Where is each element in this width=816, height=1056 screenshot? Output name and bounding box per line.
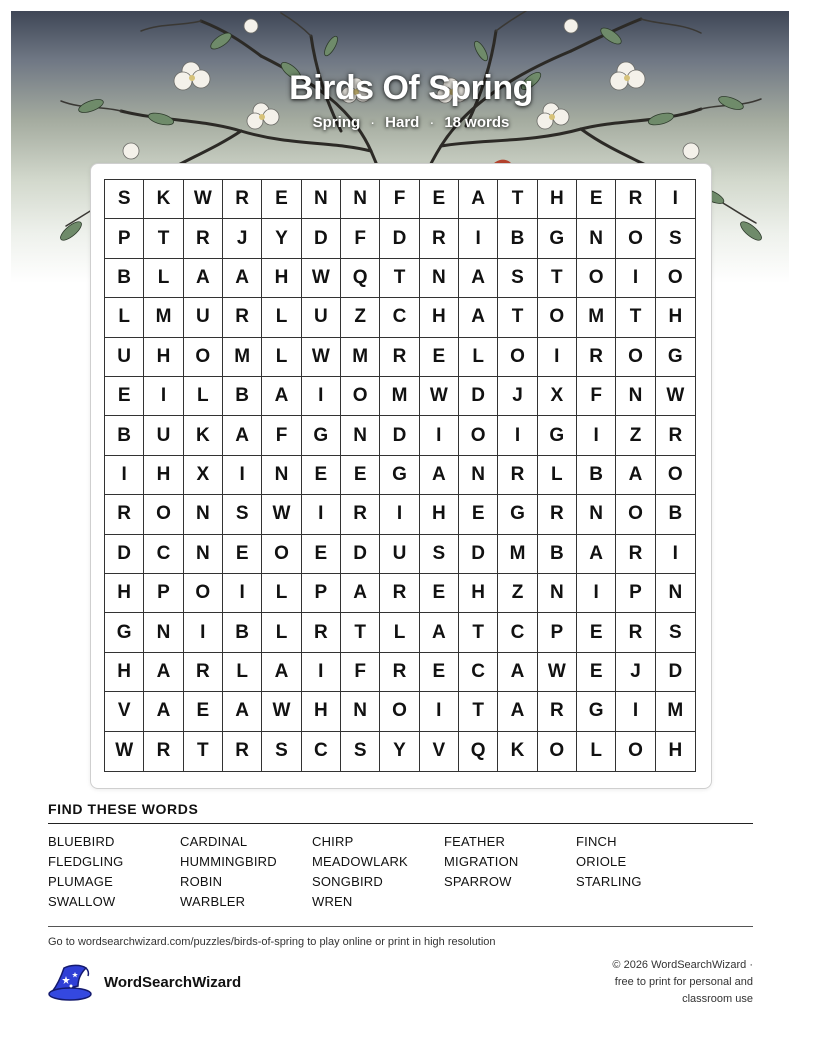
grid-cell[interactable]: T bbox=[459, 613, 498, 652]
grid-cell[interactable]: C bbox=[302, 732, 341, 771]
grid-cell[interactable]: N bbox=[262, 456, 301, 495]
grid-cell[interactable]: E bbox=[223, 535, 262, 574]
grid-cell[interactable]: D bbox=[105, 535, 144, 574]
grid-cell[interactable]: S bbox=[341, 732, 380, 771]
grid-cell[interactable]: O bbox=[616, 338, 655, 377]
grid-cell[interactable]: B bbox=[498, 219, 537, 258]
grid-cell[interactable]: L bbox=[262, 298, 301, 337]
grid-cell[interactable]: O bbox=[656, 456, 695, 495]
grid-cell[interactable]: A bbox=[459, 298, 498, 337]
grid-cell[interactable]: O bbox=[538, 298, 577, 337]
grid-cell[interactable]: U bbox=[105, 338, 144, 377]
grid-cell[interactable]: T bbox=[498, 298, 537, 337]
grid-cell[interactable]: O bbox=[459, 416, 498, 455]
copyright-notice bbox=[563, 957, 753, 1008]
word-list-item: MIGRATION bbox=[444, 854, 519, 869]
divider bbox=[48, 823, 753, 824]
grid-cell[interactable]: A bbox=[223, 416, 262, 455]
word-list-item: BLUEBIRD bbox=[48, 834, 115, 849]
grid-cell[interactable]: J bbox=[616, 653, 655, 692]
grid-cell[interactable]: W bbox=[184, 180, 223, 219]
grid-cell[interactable]: I bbox=[105, 456, 144, 495]
grid-cell[interactable]: R bbox=[577, 338, 616, 377]
grid-cell[interactable]: O bbox=[616, 495, 655, 534]
grid-cell[interactable]: A bbox=[262, 377, 301, 416]
grid-cell[interactable]: W bbox=[262, 692, 301, 731]
grid-cell[interactable]: D bbox=[341, 535, 380, 574]
grid-cell[interactable]: N bbox=[420, 259, 459, 298]
grid-cell[interactable]: H bbox=[656, 298, 695, 337]
grid-cell[interactable]: O bbox=[498, 338, 537, 377]
grid-cell[interactable]: O bbox=[656, 259, 695, 298]
brand bbox=[48, 962, 308, 1006]
grid-cell[interactable]: L bbox=[380, 613, 419, 652]
grid-cell[interactable]: N bbox=[577, 219, 616, 258]
grid-cell[interactable]: T bbox=[184, 732, 223, 771]
grid-cell[interactable]: R bbox=[184, 219, 223, 258]
word-list-item: WARBLER bbox=[180, 894, 246, 909]
grid-cell[interactable]: N bbox=[616, 377, 655, 416]
grid-cell[interactable]: N bbox=[538, 574, 577, 613]
grid-cell[interactable]: D bbox=[656, 653, 695, 692]
grid-cell[interactable]: Q bbox=[459, 732, 498, 771]
grid-cell[interactable]: E bbox=[420, 574, 459, 613]
word-list-item: PLUMAGE bbox=[48, 874, 113, 889]
grid-cell[interactable]: S bbox=[498, 259, 537, 298]
grid-cell[interactable]: A bbox=[184, 259, 223, 298]
grid-cell[interactable]: I bbox=[223, 574, 262, 613]
grid-cell[interactable]: L bbox=[262, 613, 301, 652]
grid-cell[interactable]: S bbox=[656, 613, 695, 652]
grid-cell[interactable]: H bbox=[420, 495, 459, 534]
grid-cell[interactable]: A bbox=[459, 259, 498, 298]
grid-cell[interactable]: L bbox=[105, 298, 144, 337]
word-list-item: SPARROW bbox=[444, 874, 512, 889]
grid-cell[interactable]: R bbox=[656, 416, 695, 455]
grid-cell[interactable]: K bbox=[184, 416, 223, 455]
grid-cell[interactable]: E bbox=[262, 180, 301, 219]
grid-cell[interactable]: L bbox=[262, 574, 301, 613]
grid-cell[interactable]: N bbox=[302, 180, 341, 219]
grid-cell[interactable]: A bbox=[498, 653, 537, 692]
word-list-item: FINCH bbox=[576, 834, 617, 849]
grid-cell[interactable]: B bbox=[105, 259, 144, 298]
wizard-hat-icon bbox=[48, 962, 94, 1002]
grid-cell[interactable]: T bbox=[459, 692, 498, 731]
grid-cell[interactable]: A bbox=[616, 456, 655, 495]
grid-cell[interactable]: R bbox=[223, 298, 262, 337]
grid-cell[interactable]: N bbox=[656, 574, 695, 613]
grid-cell[interactable]: G bbox=[498, 495, 537, 534]
grid-cell[interactable]: I bbox=[380, 495, 419, 534]
grid-cell[interactable]: D bbox=[302, 219, 341, 258]
word-list-heading: FIND THESE WORDS bbox=[48, 801, 199, 817]
grid-cell[interactable]: S bbox=[105, 180, 144, 219]
grid-cell[interactable]: I bbox=[577, 416, 616, 455]
grid-cell[interactable]: R bbox=[380, 653, 419, 692]
grid-cell[interactable]: F bbox=[577, 377, 616, 416]
grid-cell[interactable]: B bbox=[538, 535, 577, 574]
grid-cell[interactable]: E bbox=[420, 338, 459, 377]
grid-cell[interactable]: J bbox=[498, 377, 537, 416]
grid-cell[interactable]: I bbox=[420, 416, 459, 455]
grid-cell[interactable]: H bbox=[302, 692, 341, 731]
grid-cell[interactable]: B bbox=[105, 416, 144, 455]
grid-cell[interactable]: M bbox=[656, 692, 695, 731]
grid-cell[interactable]: O bbox=[616, 732, 655, 771]
grid-cell[interactable]: C bbox=[380, 298, 419, 337]
grid-cell[interactable]: R bbox=[616, 613, 655, 652]
grid-cell[interactable]: R bbox=[105, 495, 144, 534]
grid-cell[interactable]: N bbox=[184, 495, 223, 534]
grid-cell[interactable]: M bbox=[380, 377, 419, 416]
copyright-line: classroom use bbox=[682, 993, 753, 1005]
grid-cell[interactable]: W bbox=[302, 338, 341, 377]
word-count-label: 18 words bbox=[444, 114, 510, 131]
grid-cell[interactable]: E bbox=[577, 613, 616, 652]
grid-cell[interactable]: B bbox=[223, 377, 262, 416]
grid-cell[interactable]: E bbox=[341, 456, 380, 495]
grid-cell[interactable]: J bbox=[223, 219, 262, 258]
grid-cell[interactable]: I bbox=[616, 692, 655, 731]
grid-cell[interactable]: Z bbox=[341, 298, 380, 337]
grid-cell[interactable]: I bbox=[144, 377, 183, 416]
grid-cell[interactable]: M bbox=[498, 535, 537, 574]
grid-cell[interactable]: G bbox=[577, 692, 616, 731]
grid-cell[interactable]: T bbox=[380, 259, 419, 298]
grid-cell[interactable]: R bbox=[538, 495, 577, 534]
grid-cell[interactable]: T bbox=[144, 219, 183, 258]
grid-cell[interactable]: U bbox=[302, 298, 341, 337]
grid-cell[interactable]: I bbox=[302, 495, 341, 534]
grid-cell[interactable]: M bbox=[223, 338, 262, 377]
grid-cell[interactable]: L bbox=[223, 653, 262, 692]
grid-cell[interactable]: I bbox=[223, 456, 262, 495]
grid-cell[interactable]: I bbox=[302, 377, 341, 416]
grid-cell[interactable]: A bbox=[459, 180, 498, 219]
grid-cell[interactable]: O bbox=[144, 495, 183, 534]
grid-cell[interactable]: I bbox=[577, 574, 616, 613]
grid-cell[interactable]: O bbox=[184, 338, 223, 377]
grid-cell[interactable]: U bbox=[184, 298, 223, 337]
grid-cell[interactable]: A bbox=[420, 456, 459, 495]
grid-cell[interactable]: I bbox=[616, 259, 655, 298]
grid-cell[interactable]: A bbox=[223, 259, 262, 298]
word-list-item: SONGBIRD bbox=[312, 874, 383, 889]
grid-cell[interactable]: U bbox=[144, 416, 183, 455]
grid-cell[interactable]: R bbox=[341, 495, 380, 534]
grid-cell[interactable]: B bbox=[656, 495, 695, 534]
grid-cell[interactable]: T bbox=[341, 613, 380, 652]
grid-cell[interactable]: P bbox=[538, 613, 577, 652]
grid-cell[interactable]: E bbox=[184, 692, 223, 731]
grid-cell[interactable]: X bbox=[538, 377, 577, 416]
grid-cell[interactable]: R bbox=[498, 456, 537, 495]
meta-separator: · bbox=[370, 114, 376, 131]
puzzle-meta bbox=[11, 114, 789, 131]
grid-cell[interactable]: O bbox=[538, 732, 577, 771]
grid-cell[interactable]: T bbox=[498, 180, 537, 219]
grid-cell[interactable]: R bbox=[420, 219, 459, 258]
grid-cell[interactable]: C bbox=[459, 653, 498, 692]
grid-cell[interactable]: H bbox=[538, 180, 577, 219]
word-list-item: MEADOWLARK bbox=[312, 854, 408, 869]
difficulty-label: Hard bbox=[385, 114, 420, 131]
grid-cell[interactable]: W bbox=[105, 732, 144, 771]
grid-cell[interactable]: D bbox=[459, 535, 498, 574]
grid-cell[interactable]: I bbox=[184, 613, 223, 652]
grid-cell[interactable]: I bbox=[420, 692, 459, 731]
word-list-item: HUMMINGBIRD bbox=[180, 854, 277, 869]
grid-cell[interactable]: W bbox=[302, 259, 341, 298]
grid-cell[interactable]: G bbox=[538, 416, 577, 455]
grid-cell[interactable]: Q bbox=[341, 259, 380, 298]
grid-cell[interactable]: H bbox=[668, 740, 683, 762]
grid-cell[interactable]: R bbox=[380, 338, 419, 377]
grid-cell[interactable]: A bbox=[223, 692, 262, 731]
grid-cell[interactable]: F bbox=[341, 653, 380, 692]
grid-cell[interactable]: I bbox=[459, 219, 498, 258]
word-list-item: SWALLOW bbox=[48, 894, 116, 909]
word-list-item: CHIRP bbox=[312, 834, 354, 849]
grid-cell[interactable]: L bbox=[459, 338, 498, 377]
grid-cell[interactable]: E bbox=[577, 653, 616, 692]
grid-cell[interactable]: H bbox=[105, 574, 144, 613]
divider bbox=[48, 926, 753, 927]
grid-cell[interactable]: P bbox=[144, 574, 183, 613]
grid-cell[interactable]: E bbox=[577, 180, 616, 219]
grid-cell[interactable]: T bbox=[616, 298, 655, 337]
grid-cell[interactable]: Z bbox=[616, 416, 655, 455]
grid-cell[interactable]: T bbox=[538, 259, 577, 298]
word-list-item: ROBIN bbox=[180, 874, 223, 889]
grid-cell[interactable]: E bbox=[459, 495, 498, 534]
word-list bbox=[48, 832, 728, 912]
grid-cell[interactable]: B bbox=[223, 613, 262, 652]
grid-cell[interactable]: H bbox=[420, 298, 459, 337]
grid-cell[interactable]: I bbox=[498, 416, 537, 455]
grid-cell[interactable]: B bbox=[577, 456, 616, 495]
grid-cell[interactable]: L bbox=[144, 259, 183, 298]
brand-name: WordSearchWizard bbox=[104, 974, 242, 991]
word-list-item: CARDINAL bbox=[180, 834, 248, 849]
grid-cell[interactable]: Z bbox=[498, 574, 537, 613]
grid-cell[interactable]: E bbox=[420, 653, 459, 692]
grid-cell[interactable]: H bbox=[144, 338, 183, 377]
grid-cell[interactable]: X bbox=[184, 456, 223, 495]
grid-cell[interactable]: W bbox=[538, 653, 577, 692]
grid-cell[interactable]: A bbox=[262, 653, 301, 692]
word-list-item: ORIOLE bbox=[576, 854, 627, 869]
meta-separator: · bbox=[429, 114, 435, 131]
grid-cell[interactable]: N bbox=[144, 613, 183, 652]
grid-cell[interactable]: O bbox=[341, 377, 380, 416]
copyright-line: © 2026 WordSearchWizard · bbox=[612, 959, 753, 971]
grid-cell[interactable]: A bbox=[577, 535, 616, 574]
grid-cell[interactable]: E bbox=[302, 535, 341, 574]
grid-cell[interactable]: L bbox=[262, 338, 301, 377]
grid-cell[interactable]: G bbox=[105, 613, 144, 652]
grid-cell[interactable]: N bbox=[341, 180, 380, 219]
grid-cell[interactable]: G bbox=[538, 219, 577, 258]
grid-cell[interactable]: I bbox=[538, 338, 577, 377]
grid-cell[interactable]: W bbox=[420, 377, 459, 416]
grid-cell[interactable]: D bbox=[380, 219, 419, 258]
grid-cell[interactable]: N bbox=[341, 416, 380, 455]
grid-cell[interactable]: M bbox=[144, 298, 183, 337]
grid-cell[interactable]: N bbox=[577, 495, 616, 534]
grid-cell[interactable]: V bbox=[105, 692, 144, 731]
page-title: Birds Of Spring bbox=[289, 69, 533, 107]
grid-cell[interactable]: N bbox=[341, 692, 380, 731]
grid-cell[interactable]: G bbox=[656, 338, 695, 377]
copyright-line: free to print for personal and bbox=[614, 976, 753, 988]
grid-cell[interactable]: A bbox=[498, 692, 537, 731]
grid-cell[interactable]: S bbox=[656, 219, 695, 258]
grid-cell[interactable]: Y bbox=[380, 732, 419, 771]
grid-cell[interactable]: P bbox=[302, 574, 341, 613]
grid-cell[interactable]: D bbox=[459, 377, 498, 416]
grid-cell[interactable]: M bbox=[341, 338, 380, 377]
grid-cell[interactable]: E bbox=[302, 456, 341, 495]
grid-cell[interactable]: W bbox=[656, 377, 695, 416]
grid-cell[interactable]: S bbox=[262, 732, 301, 771]
grid-cell[interactable]: S bbox=[223, 495, 262, 534]
grid-cell[interactable]: F bbox=[262, 416, 301, 455]
grid-cell[interactable]: R bbox=[538, 692, 577, 731]
grid-cell[interactable]: F bbox=[341, 219, 380, 258]
grid-cell[interactable]: O bbox=[577, 259, 616, 298]
grid-cell[interactable]: E bbox=[420, 180, 459, 219]
grid-cell[interactable]: R bbox=[223, 732, 262, 771]
grid-cell[interactable]: Y bbox=[262, 219, 301, 258]
grid-cell[interactable]: N bbox=[459, 456, 498, 495]
grid-cell[interactable]: O bbox=[184, 574, 223, 613]
grid-cell[interactable]: P bbox=[105, 219, 144, 258]
letter-grid bbox=[104, 179, 696, 772]
grid-cell[interactable]: A bbox=[144, 653, 183, 692]
grid-cell[interactable]: L bbox=[577, 732, 616, 771]
grid-cell[interactable]: C bbox=[498, 613, 537, 652]
grid-cell[interactable]: H bbox=[459, 574, 498, 613]
grid-cell[interactable]: G bbox=[380, 456, 419, 495]
grid-cell[interactable]: H bbox=[262, 259, 301, 298]
grid-cell[interactable]: R bbox=[144, 732, 183, 771]
grid-cell[interactable]: P bbox=[616, 574, 655, 613]
grid-cell[interactable]: V bbox=[420, 732, 459, 771]
grid-cell[interactable]: O bbox=[262, 535, 301, 574]
grid-cell[interactable]: K bbox=[498, 732, 537, 771]
grid-cell[interactable]: G bbox=[302, 416, 341, 455]
grid-cell[interactable]: L bbox=[538, 456, 577, 495]
word-list-item: STARLING bbox=[576, 874, 642, 889]
grid-cell[interactable]: C bbox=[144, 535, 183, 574]
grid-cell[interactable]: H bbox=[105, 653, 144, 692]
grid-cell[interactable]: N bbox=[184, 535, 223, 574]
grid-cell[interactable]: R bbox=[223, 180, 262, 219]
word-list-item: FLEDGLING bbox=[48, 854, 124, 869]
grid-cell[interactable]: I bbox=[656, 535, 695, 574]
grid-cell[interactable]: A bbox=[144, 692, 183, 731]
grid-cell[interactable]: I bbox=[302, 653, 341, 692]
grid-cell[interactable]: A bbox=[420, 613, 459, 652]
grid-cell[interactable]: K bbox=[144, 180, 183, 219]
grid-cell[interactable]: U bbox=[380, 535, 419, 574]
grid-cell[interactable]: R bbox=[616, 535, 655, 574]
grid-cell[interactable]: S bbox=[420, 535, 459, 574]
grid-cell[interactable]: O bbox=[616, 219, 655, 258]
grid-cell[interactable]: O bbox=[380, 692, 419, 731]
grid-cell[interactable]: D bbox=[380, 416, 419, 455]
grid-cell[interactable]: M bbox=[577, 298, 616, 337]
footer-url-text: Go to wordsearchwizard.com/puzzles/birds-of-spring to play online or print in high resolution bbox=[48, 936, 496, 948]
word-list-item: WREN bbox=[312, 894, 353, 909]
grid-cell[interactable]: F bbox=[380, 180, 419, 219]
grid-cell[interactable]: R bbox=[302, 613, 341, 652]
theme-label: Spring bbox=[312, 114, 361, 131]
grid-cell[interactable]: L bbox=[184, 377, 223, 416]
grid-cell[interactable]: H bbox=[144, 456, 183, 495]
grid-cell[interactable]: R bbox=[380, 574, 419, 613]
grid-cell[interactable]: E bbox=[105, 377, 144, 416]
grid-cell[interactable]: R bbox=[184, 653, 223, 692]
grid-cell[interactable]: I bbox=[656, 180, 695, 219]
grid-cell[interactable]: W bbox=[262, 495, 301, 534]
grid-cell[interactable]: R bbox=[616, 180, 655, 219]
grid-cell[interactable]: A bbox=[341, 574, 380, 613]
word-list-item: FEATHER bbox=[444, 834, 506, 849]
